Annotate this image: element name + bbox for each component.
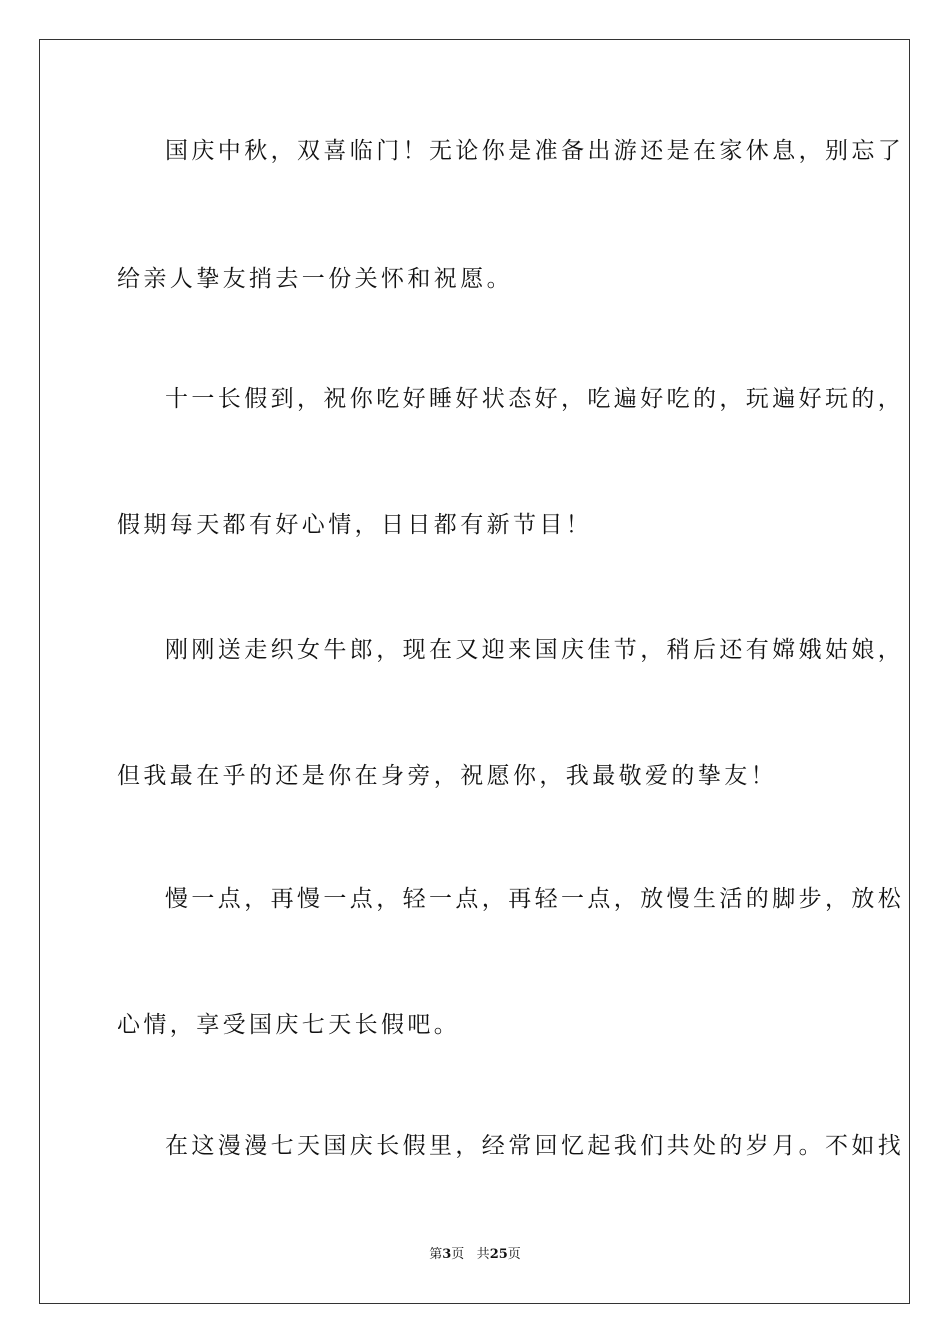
paragraph-1-line-2: 给亲人挚友捎去一份关怀和祝愿。 xyxy=(117,266,513,292)
footer-page-suffix: 页 xyxy=(451,1247,465,1262)
paragraph-2-line-2: 假期每天都有好心情，日日都有新节目！ xyxy=(117,512,593,538)
paragraph-4-line-2: 心情，享受国庆七天长假吧。 xyxy=(117,1012,461,1038)
paragraph-3-line-2: 但我最在乎的还是你在身旁，祝愿你，我最敬爱的挚友！ xyxy=(117,763,777,789)
footer-current-page: 3 xyxy=(442,1247,452,1262)
footer-total-pages: 25 xyxy=(489,1247,508,1262)
paragraph-5-line-1: 在这漫漫七天国庆长假里，经常回忆起我们共处的岁月。不如找 xyxy=(165,1133,905,1159)
footer-total-prefix: 共 xyxy=(476,1247,490,1262)
footer-page-prefix: 第 xyxy=(429,1247,443,1262)
paragraph-1-line-1: 国庆中秋，双喜临门！无论你是准备出游还是在家休息，别忘了 xyxy=(165,138,905,164)
footer-total-suffix: 页 xyxy=(507,1247,521,1262)
paragraph-2-line-1: 十一长假到，祝你吃好睡好状态好，吃遍好吃的，玩遍好玩的， xyxy=(165,386,905,412)
paragraph-4-line-1: 慢一点，再慢一点，轻一点，再轻一点，放慢生活的脚步，放松 xyxy=(165,886,905,912)
page-border xyxy=(39,39,910,1304)
page-footer xyxy=(0,1246,950,1264)
paragraph-3-line-1: 刚刚送走织女牛郎，现在又迎来国庆佳节，稍后还有嫦娥姑娘， xyxy=(165,637,905,663)
